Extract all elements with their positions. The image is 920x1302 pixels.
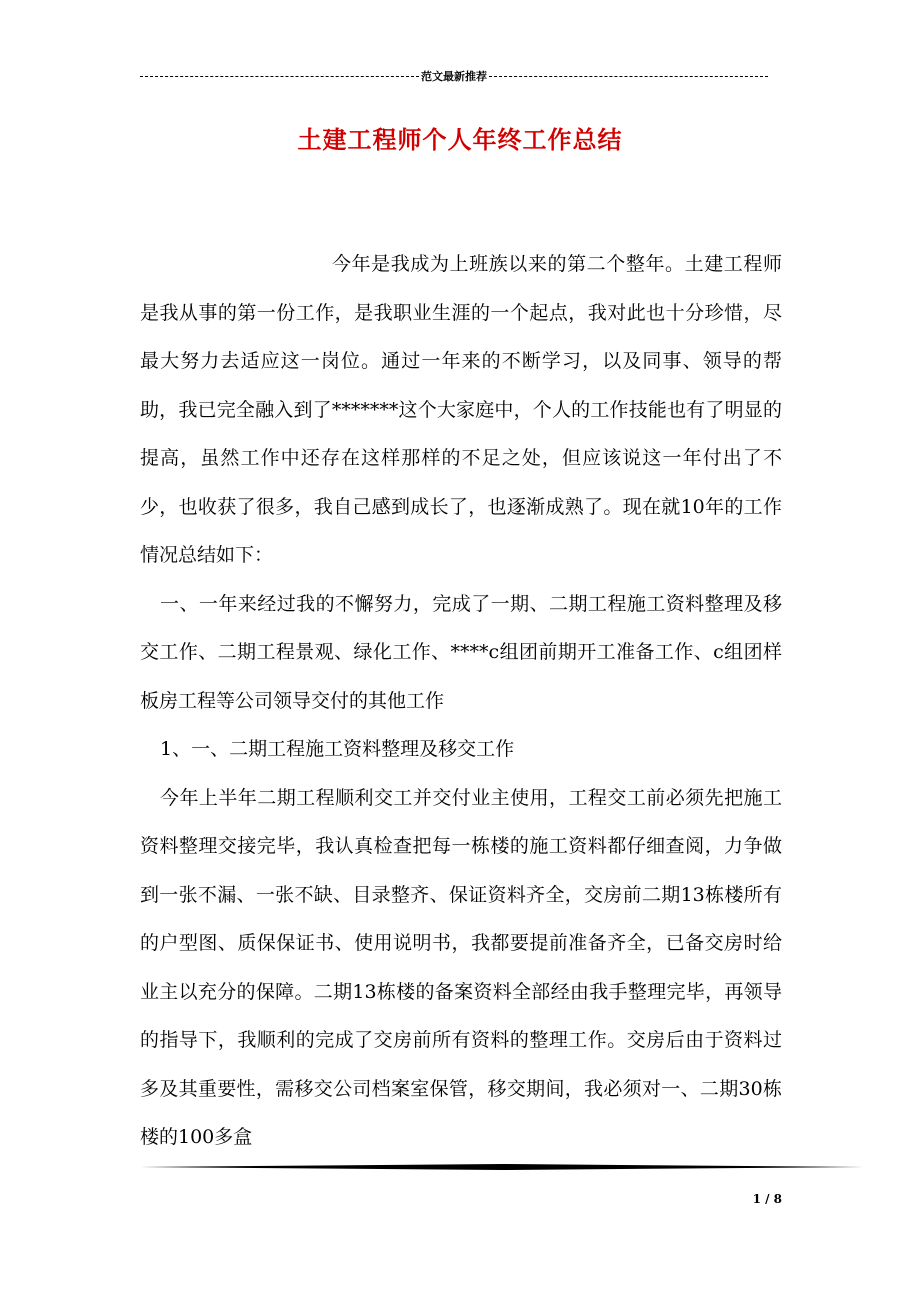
paragraph-section-one: 一、一年来经过我的不懈努力，完成了一期、二期工程施工资料整理及移交工作、二期工程景观、绿化工作、****c组团前期开工准备工作、c组团样板房工程等公司领导交付的其他工作	[140, 592, 782, 712]
header-dash-right	[489, 76, 768, 77]
header-label: 范文最新推荐	[421, 70, 487, 83]
paragraph-intro: 今年是我成为上班族以来的第二个整年。土建工程师是我从事的第一份工作，是我职业生涯的一个起点，我对此也十分珍惜，尽最大努力去适应这一岗位。通过一年来的不断学习，以及同事、领导的帮助，我已完全融入到了*******这个大家庭中，个人的工作技能也有了明显的提高，虽然工作中还存在这样那样的不足之处，但应该说这一年付出了不少，也收获了很多，我自己感到成长了，也逐渐成熟了。现在就10年的工作情况总结如下：	[140, 253, 782, 566]
document-body	[140, 240, 782, 1162]
paragraph-subheading: 1、一、二期工程施工资料整理及移交工作	[160, 738, 515, 760]
header-dash-left	[140, 76, 419, 77]
footer-rule	[140, 1164, 864, 1170]
page-number: 1 / 8	[752, 1192, 782, 1206]
running-header	[140, 68, 768, 84]
document-title: 土建工程师个人年终工作总结	[297, 126, 623, 154]
paragraph-details: 今年上半年二期工程顺利交工并交付业主使用，工程交工前必须先把施工资料整理交接完毕，我认真检查把每一栋楼的施工资料都仔细查阅，力争做到一张不漏、一张不缺、目录整齐、保证资料齐全，交房前二期13栋楼所有的户型图、质保保证书、使用说明书，我都要提前准备齐全，已备交房时给业主以充分的保障。二期13栋楼的备案资料全部经由我手整理完毕，再领导的指导下，我顺利的完成了交房前所有资料的整理工作。交房后由于资料过多及其重要性，需移交公司档案室保管，移交期间，我必须对一、二期30栋楼的100多盒	[140, 786, 782, 1148]
